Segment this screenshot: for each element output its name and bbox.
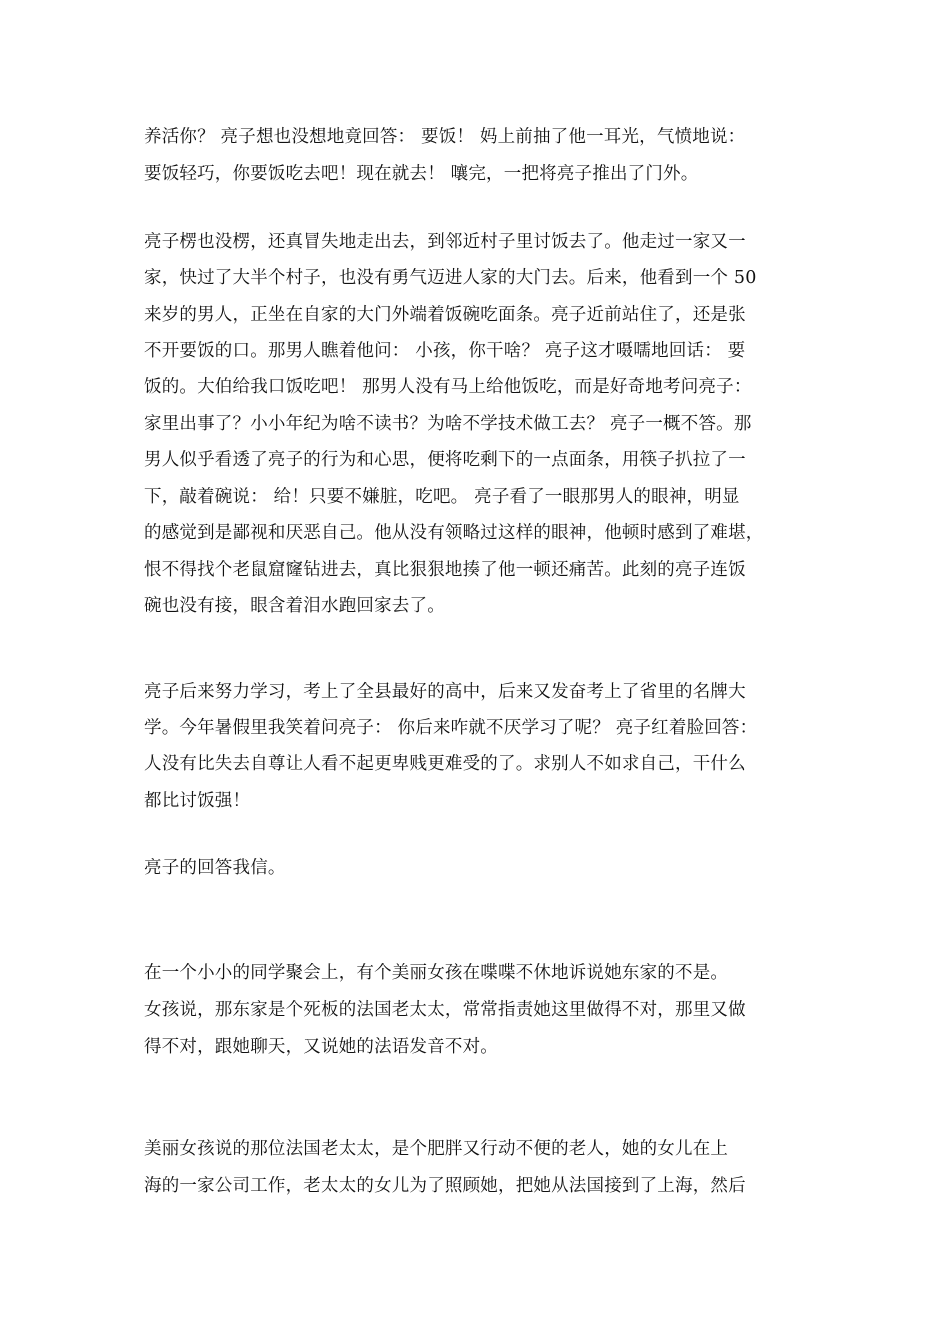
text-line: 碗也没有接，眼含着泪水跑回家去了。 [144,596,445,616]
text-line: 男人似乎看透了亮子的行为和心思，便将吃剩下的一点面条，用筷子扒拉了一 [144,450,746,470]
text-line: 美丽女孩说的那位法国老太太，是个肥胖又行动不便的老人，她的女儿在上 [144,1139,729,1159]
text-line: 下，敲着碗说： 给！只要不嫌脏，吃吧。 亮子看了一眼那男人的眼神，明显 [144,487,740,507]
text-line: 亮子的回答我信。 [144,858,286,878]
text-line: 都比讨饭强！ [144,791,251,811]
text-line: 女孩说，那东家是个死板的法国老太太，常常指责她这里做得不对，那里又做 [144,1000,746,1020]
text-line: 亮子后来努力学习，考上了全县最好的高中，后来又发奋考上了省里的名牌大 [144,682,746,702]
text-line: 饭的。大伯给我口饭吃吧！ 那男人没有马上给他饭吃，而是好奇地考问亮子： [144,377,752,397]
text-line: 亮子楞也没楞，还真冒失地走出去，到邻近村子里讨饭去了。他走过一家又一 [144,232,746,252]
text-line: 学。今年暑假里我笑着问亮子： 你后来咋就不厌学习了呢？ 亮子红着脸回答： [144,718,758,738]
text-line: 要饭轻巧，你要饭吃去吧！现在就去！ 嚷完，一把将亮子推出了门外。 [144,164,699,184]
text-line: 养活你？ 亮子想也没想地竟回答： 要饭！ 妈上前抽了他一耳光，气愤地说： [144,127,746,147]
text-line: 恨不得找个老鼠窟窿钻进去，真比狠狠地揍了他一顿还痛苦。此刻的亮子连饭 [144,560,746,580]
text-line: 的感觉到是鄙视和厌恶自己。他从没有领略过这样的眼神，他顿时感到了难堪， [144,523,764,543]
text-line: 家里出事了？小小年纪为啥不读书？为啥不学技术做工去？ 亮子一概不答。那 [144,414,752,434]
text-line: 不开要饭的口。那男人瞧着他问： 小孩，你干啥？ 亮子这才嗫嚅地回话： 要 [144,341,746,361]
text-line: 在一个小小的同学聚会上，有个美丽女孩在喋喋不休地诉说她东家的不是。 [144,963,729,983]
text-line: 得不对，跟她聊天，又说她的法语发音不对。 [144,1037,498,1057]
text-line: 海的一家公司工作，老太太的女儿为了照顾她，把她从法国接到了上海，然后 [144,1176,746,1196]
text-line: 人没有比失去自尊让人看不起更卑贱更难受的了。求别人不如求自己，干什么 [144,754,746,774]
text-line: 来岁的男人，正坐在自家的大门外端着饭碗吃面条。亮子近前站住了，还是张 [144,305,746,325]
text-line: 家，快过了大半个村子，也没有勇气迈进人家的大门去。后来，他看到一个 50 [144,268,757,288]
